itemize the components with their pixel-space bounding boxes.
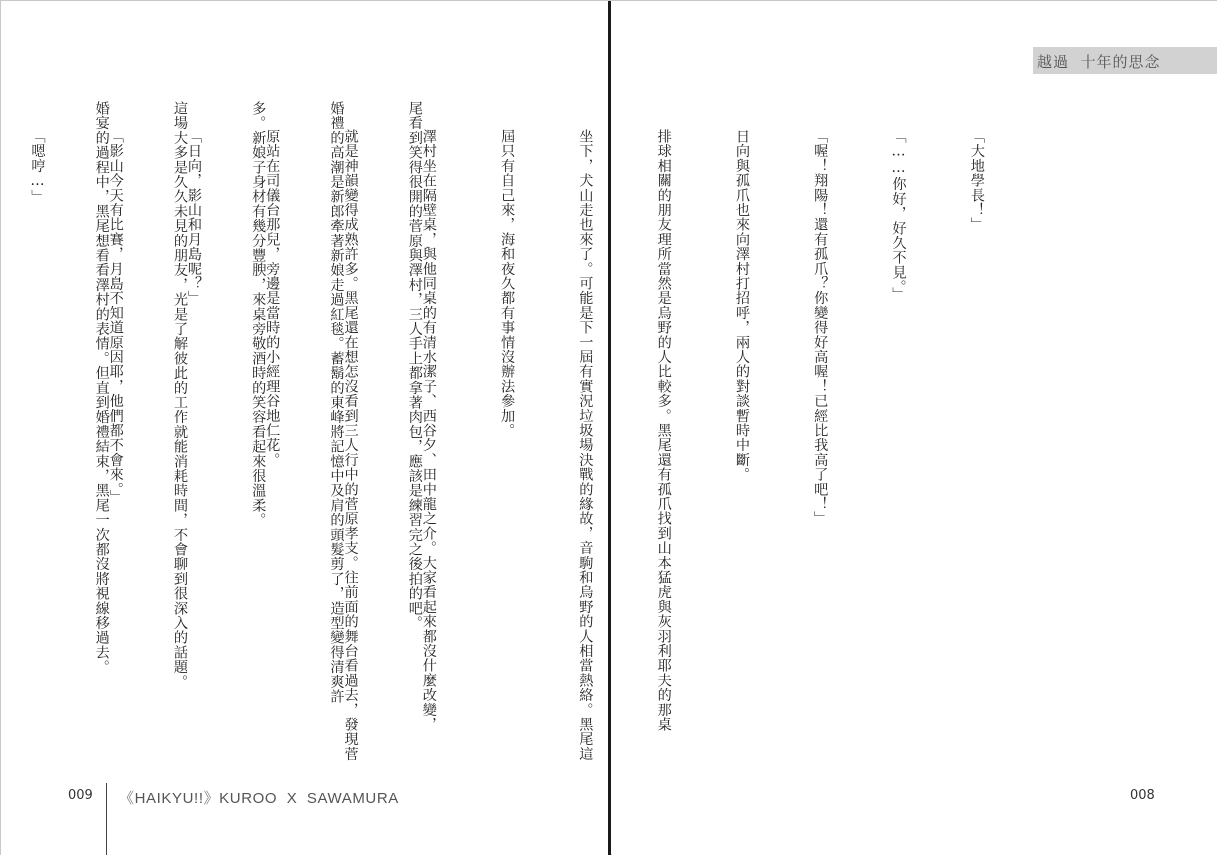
- running-title: 《HAIKYU!!》KUROO X SAWAMURA: [119, 790, 399, 807]
- right-page-number: 008: [1130, 788, 1155, 803]
- text-line: 屆只有自己來，海和夜久都有事情沒辦法參加。: [499, 129, 516, 438]
- text-line: 「日向，影山和月島呢？」: [186, 129, 202, 306]
- text-line: 坐下，犬山走也來了。可能是下一屆有實況垃圾場決戰的緣故，音駒和烏野的人相當熱絡。黑尾這: [577, 129, 594, 762]
- chapter-title: 越過 十年的思念: [1037, 53, 1161, 71]
- text-line: 就是神韻變得成熟許多。黑尾還在想怎沒看到三人行中的菅原孝支。往前面的舞台看過去，發現菅: [342, 129, 359, 762]
- text-line: 「……你好，好久不見。」: [890, 129, 907, 302]
- text-line: 「嗯哼…」: [29, 129, 46, 205]
- text-line: 「大地學長！」: [968, 129, 985, 232]
- text-line: 多。新娘子身材有幾分豐腴，來桌旁敬酒時的笑容看起來很溫柔。: [250, 101, 267, 528]
- text-line: 尾看到笑得很開的菅原與澤村，三人手上都拿著肉包，應該是練習完之後拍的吧。: [406, 101, 423, 631]
- text-line: 日向與孤爪也來向澤村打招呼，兩人的對談暫時中斷。: [733, 129, 750, 482]
- text-line: 婚宴的過程中，黑尾想看看澤村的表情。但直到婚禮結束，黑尾一次都沒將視線移過去。: [93, 101, 110, 675]
- text-line: 婚禮的高潮是新郎牽著新娘走過紅毯。蓄鬍的東峰將記憶中及肩的頭髮剪了，造型變得清爽許: [328, 101, 345, 704]
- text-line: 原站在司儀台那兒，旁邊是當時的小經理谷地仁花。: [264, 129, 281, 468]
- footer-divider: [106, 783, 107, 855]
- right-page-body-text: [0, 129, 1042, 769]
- text-line: 「喔！翔陽！還有孤爪？你變得好高喔！已經比我高了吧！」: [812, 129, 829, 526]
- text-line: 澤村坐在隔壁桌，與他同桌的有清水潔子、西谷夕、田中龍之介。大家看起來都沒什麼改變，: [420, 129, 437, 732]
- text-line: 「影山今天有比賽，月島不知道原因耶，他們都不會來。」: [107, 129, 124, 505]
- text-line: 這場大多是久久未見的朋友，光是了解彼此的工作就能消耗時間，不會聊到很深入的話題。: [171, 101, 188, 689]
- text-line: 排球相關的朋友理所當然是烏野的人比較多。黑尾還有孤爪找到山本猛虎與灰羽利耶夫的那桌: [655, 129, 672, 732]
- left-page-number: 009: [68, 788, 93, 803]
